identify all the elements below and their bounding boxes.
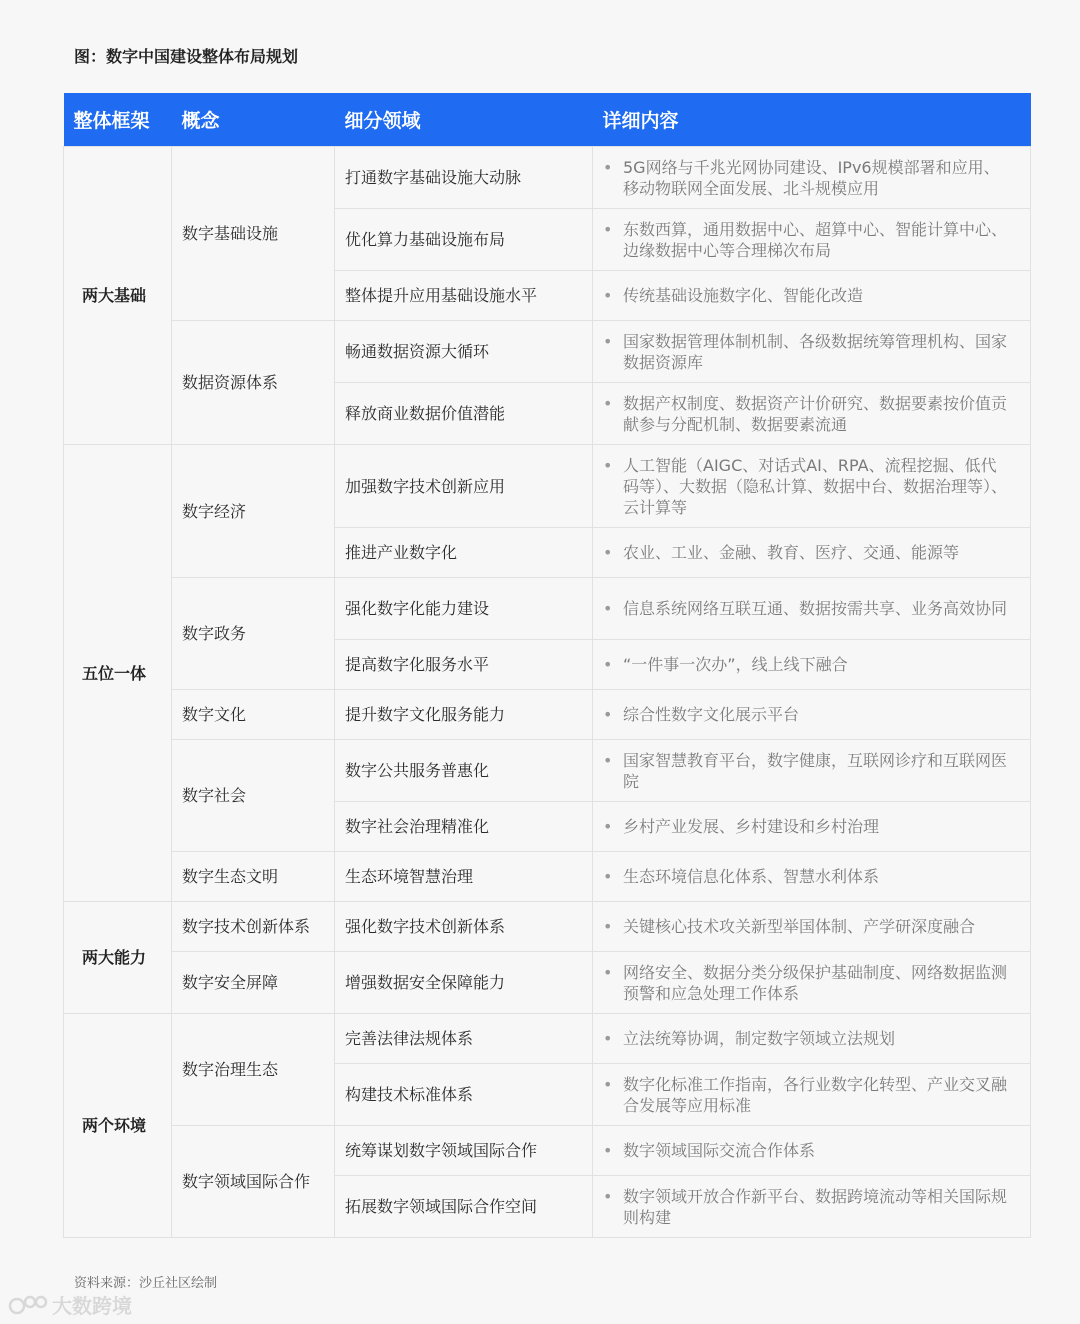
subdomain-cell: 加强数字技术创新应用 <box>335 445 593 528</box>
header-subdomain: 细分领域 <box>335 93 593 147</box>
bullet-icon: • <box>603 1186 613 1206</box>
subdomain-cell: 完善法律法规体系 <box>335 1014 593 1064</box>
bullet-icon: • <box>603 1029 613 1048</box>
detail-cell <box>593 209 1031 271</box>
detail-text: 立法统筹协调，制定数字领域立法规划 <box>623 1029 896 1048</box>
table-row <box>64 445 1031 528</box>
detail-text: 国家智慧教育平台，数字健康，互联网诊疗和互联网医院 <box>623 750 1008 791</box>
detail-text: 数据产权制度、数据资产计价研究、数据要素按价值贡献参与分配机制、数据要素流通 <box>623 393 1008 434</box>
detail-cell <box>593 640 1031 690</box>
framework-cell: 五位一体 <box>64 445 172 902</box>
subdomain-cell: 提高数字化服务水平 <box>335 640 593 690</box>
detail-cell <box>593 528 1031 578</box>
subdomain-cell: 数字社会治理精准化 <box>335 802 593 852</box>
table-header-row <box>64 93 1031 147</box>
table-row <box>64 321 1031 383</box>
table-row <box>64 147 1031 209</box>
concept-cell: 数字经济 <box>172 445 335 578</box>
framework-cell: 两大能力 <box>64 902 172 1014</box>
detail-cell <box>593 383 1031 445</box>
bullet-icon: • <box>603 455 613 475</box>
subdomain-cell: 拓展数字领域国际合作空间 <box>335 1176 593 1238</box>
concept-cell: 数字基础设施 <box>172 147 335 321</box>
table-row <box>64 852 1031 902</box>
layout-plan-table <box>63 93 1031 1238</box>
concept-cell: 数字政务 <box>172 578 335 690</box>
concept-cell: 数字领域国际合作 <box>172 1126 335 1238</box>
subdomain-cell: 打通数字基础设施大动脉 <box>335 147 593 209</box>
detail-text: 数字领域开放合作新平台、数据跨境流动等相关国际规则构建 <box>623 1186 1008 1227</box>
concept-cell: 数字技术创新体系 <box>172 902 335 952</box>
subdomain-cell: 推进产业数字化 <box>335 528 593 578</box>
source-note: 资料来源：沙丘社区绘制 <box>74 1276 218 1291</box>
detail-cell <box>593 147 1031 209</box>
concept-cell: 数字治理生态 <box>172 1014 335 1126</box>
subdomain-cell: 统筹谋划数字领域国际合作 <box>335 1126 593 1176</box>
detail-text: 数字化标准工作指南，各行业数字化转型、产业交叉融合发展等应用标准 <box>623 1074 1008 1115</box>
detail-cell <box>593 1126 1031 1176</box>
subdomain-cell: 生态环境智慧治理 <box>335 852 593 902</box>
detail-cell <box>593 1014 1031 1064</box>
header-concept: 概念 <box>172 93 335 147</box>
bullet-icon: • <box>603 331 613 351</box>
detail-text: 信息系统网络互联互通、数据按需共享、业务高效协同 <box>623 599 1008 618</box>
watermark-logo <box>8 1290 132 1319</box>
watermark-text: 大数跨境 <box>52 1294 132 1318</box>
subdomain-cell: 数字公共服务普惠化 <box>335 740 593 802</box>
detail-cell <box>593 852 1031 902</box>
subdomain-cell: 释放商业数据价值潜能 <box>335 383 593 445</box>
bullet-icon: • <box>603 286 613 305</box>
bullet-icon: • <box>603 655 613 674</box>
bullet-icon: • <box>603 599 613 618</box>
table-row <box>64 1126 1031 1176</box>
detail-cell <box>593 321 1031 383</box>
table-body <box>64 147 1031 1238</box>
bullet-icon: • <box>603 1074 613 1094</box>
bullet-icon: • <box>603 867 613 886</box>
detail-cell <box>593 578 1031 640</box>
detail-text: 网络安全、数据分类分级保护基础制度、网络数据监测预警和应急处理工作体系 <box>623 962 1008 1003</box>
bullet-icon: • <box>603 817 613 836</box>
bullet-icon: • <box>603 962 613 982</box>
table-row <box>64 1014 1031 1064</box>
bullet-icon: • <box>603 917 613 936</box>
detail-text: 人工智能（AIGC、对话式AI、RPA、流程挖掘、低代码等）、大数据（隐私计算、数据中台、数据治理等）、云计算等 <box>623 455 1008 517</box>
subdomain-cell: 优化算力基础设施布局 <box>335 209 593 271</box>
subdomain-cell: 构建技术标准体系 <box>335 1064 593 1126</box>
detail-text: 关键核心技术攻关新型举国体制、产学研深度融合 <box>623 917 976 936</box>
table-row <box>64 578 1031 640</box>
bullet-icon: • <box>603 393 613 413</box>
table-row <box>64 740 1031 802</box>
subdomain-cell: 强化数字化能力建设 <box>335 578 593 640</box>
bullet-icon: • <box>603 219 613 239</box>
detail-cell <box>593 952 1031 1014</box>
bullet-icon: • <box>603 543 613 562</box>
table-row <box>64 902 1031 952</box>
concept-cell: 数字生态文明 <box>172 852 335 902</box>
detail-text: 东数西算，通用数据中心、超算中心、智能计算中心、边缘数据中心等合理梯次布局 <box>623 219 1008 260</box>
concept-cell: 数字安全屏障 <box>172 952 335 1014</box>
detail-cell <box>593 902 1031 952</box>
detail-cell <box>593 1064 1031 1126</box>
subdomain-cell: 整体提升应用基础设施水平 <box>335 271 593 321</box>
header-framework: 整体框架 <box>64 93 172 147</box>
bullet-icon: • <box>603 157 613 177</box>
framework-cell: 两大基础 <box>64 147 172 445</box>
detail-cell <box>593 1176 1031 1238</box>
detail-text: 国家数据管理体制机制、各级数据统筹管理机构、国家数据资源库 <box>623 331 1008 372</box>
detail-cell <box>593 445 1031 528</box>
detail-cell <box>593 690 1031 740</box>
subdomain-cell: 提升数字文化服务能力 <box>335 690 593 740</box>
detail-text: 生态环境信息化体系、智慧水利体系 <box>623 867 880 886</box>
detail-cell <box>593 271 1031 321</box>
detail-cell <box>593 740 1031 802</box>
table-row <box>64 690 1031 740</box>
subdomain-cell: 强化数字技术创新体系 <box>335 902 593 952</box>
logo-icon <box>8 1293 48 1317</box>
figure-caption: 图：数字中国建设整体布局规划 <box>74 47 299 66</box>
concept-cell: 数字文化 <box>172 690 335 740</box>
detail-text: 数字领域国际交流合作体系 <box>623 1141 816 1160</box>
bullet-icon: • <box>603 1141 613 1160</box>
detail-text: 农业、工业、金融、教育、医疗、交通、能源等 <box>623 543 960 562</box>
subdomain-cell: 畅通数据资源大循环 <box>335 321 593 383</box>
detail-text: 乡村产业发展、乡村建设和乡村治理 <box>623 817 880 836</box>
detail-text: 5G网络与千兆光网协同建设、IPv6规模部署和应用、移动物联网全面发展、北斗规模应用 <box>623 157 1000 198</box>
table-row <box>64 952 1031 1014</box>
subdomain-cell: 增强数据安全保障能力 <box>335 952 593 1014</box>
concept-cell: 数字社会 <box>172 740 335 852</box>
detail-cell <box>593 802 1031 852</box>
header-detail: 详细内容 <box>593 93 1031 147</box>
detail-text: 传统基础设施数字化、智能化改造 <box>623 286 864 305</box>
detail-text: 综合性数字文化展示平台 <box>623 705 800 724</box>
framework-cell: 两个环境 <box>64 1014 172 1238</box>
concept-cell: 数据资源体系 <box>172 321 335 445</box>
detail-text: “一件事一次办”，线上线下融合 <box>623 655 848 674</box>
bullet-icon: • <box>603 750 613 770</box>
bullet-icon: • <box>603 705 613 724</box>
